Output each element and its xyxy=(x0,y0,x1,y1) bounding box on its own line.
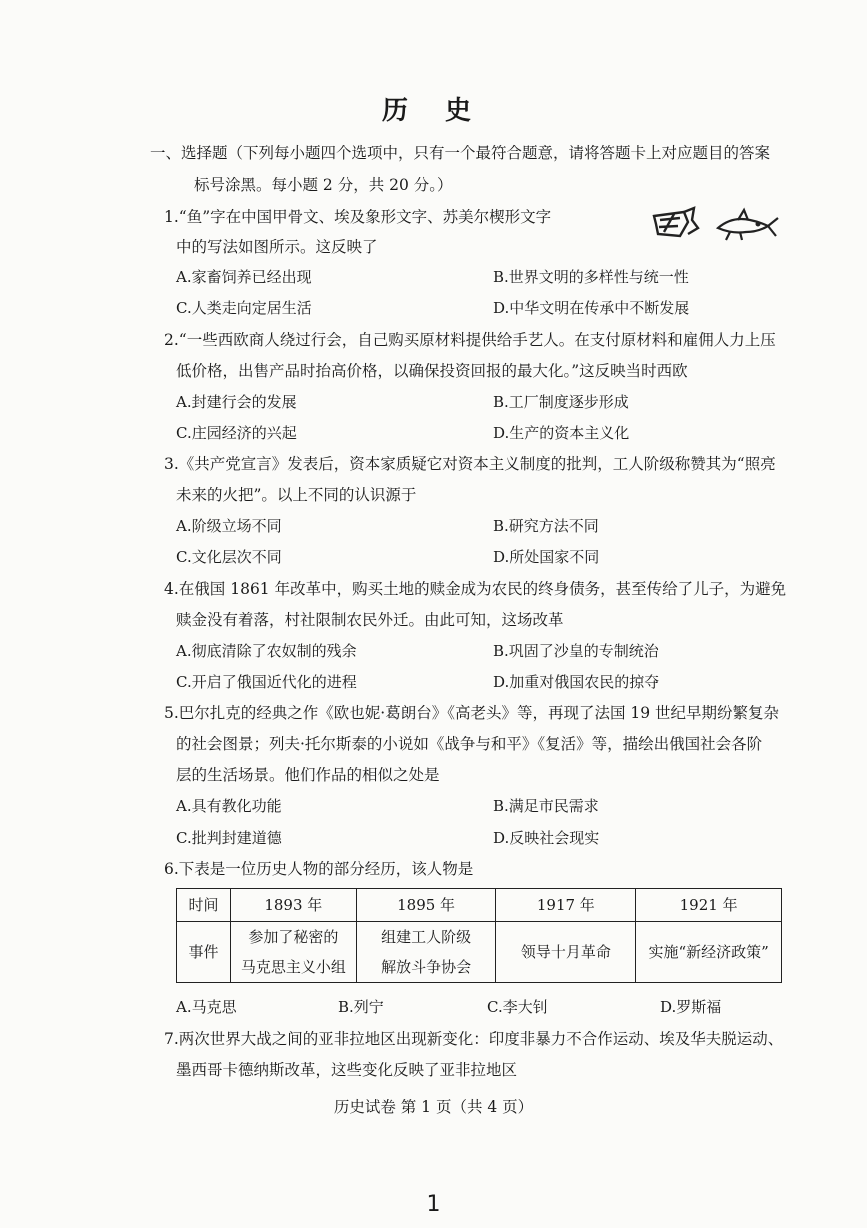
table-header-1921: 1921 年 xyxy=(636,889,782,922)
q4-stem-line2: 赎金没有着落，村社限制农民外迁。由此可知，这场改革 xyxy=(176,611,564,629)
table-header-1917: 1917 年 xyxy=(496,889,636,922)
q5-option-d: D.反映社会现实 xyxy=(493,829,600,847)
hieroglyph-fish-icon xyxy=(654,208,698,236)
section-heading-line1: 一、选择题（下列每小题四个选项中，只有一个最符合题意，请将答题卡上对应题目的答案 xyxy=(150,144,771,162)
q2-option-b: B.工厂制度逐步形成 xyxy=(493,393,629,411)
q1-option-d: D.中华文明在传承中不断发展 xyxy=(493,299,690,317)
q5-stem-line2: 的社会图景；列夫·托尔斯泰的小说如《战争与和平》《复活》等，描绘出俄国社会各阶 xyxy=(176,735,763,753)
q3-option-b: B.研究方法不同 xyxy=(493,517,599,535)
section-heading-line2: 标号涂黑。每小题 2 分，共 20 分。） xyxy=(194,176,453,194)
q6-option-a: A.马克思 xyxy=(176,998,237,1016)
q2-option-d: D.生产的资本主义化 xyxy=(493,424,630,442)
table-row-label-event: 事件 xyxy=(177,922,231,983)
cuneiform-fish-icon xyxy=(718,210,778,240)
q2-stem-line1: 2.“一些西欧商人绕过行会，自己购买原材料提供给手艺人。在支付原材料和雇佣人力上压 xyxy=(164,331,776,349)
table-cell-1893 xyxy=(230,922,356,983)
q4-option-c: C.开启了俄国近代化的进程 xyxy=(176,673,357,691)
table-cell-1893-line1: 参加了秘密的 xyxy=(248,928,339,946)
q4-option-b: B.巩固了沙皇的专制统治 xyxy=(493,642,659,660)
q1-stem-line2: 中的写法如图所示。这反映了 xyxy=(176,238,378,256)
q2-stem-line2: 低价格，出售产品时抬高价格，以确保投资回报的最大化。”这反映当时西欧 xyxy=(176,362,688,380)
q1-option-a: A.家畜饲养已经出现 xyxy=(176,268,312,286)
table-header-time: 时间 xyxy=(177,889,231,922)
q6-option-d: D.罗斯福 xyxy=(660,998,722,1016)
q6-stem-line1: 6.下表是一位历史人物的部分经历，该人物是 xyxy=(164,860,474,878)
q5-stem-line1: 5.巴尔扎克的经典之作《欧也妮·葛朗台》《高老头》等，再现了法国 19 世纪早期纷繁复杂 xyxy=(164,704,780,722)
q7-stem-line2: 墨西哥卡德纳斯改革，这些变化反映了亚非拉地区 xyxy=(176,1061,518,1079)
q1-stem-line1: 1.“鱼”字在中国甲骨文、埃及象形文字、苏美尔楔形文字 xyxy=(164,208,552,226)
page-title: 历 史 xyxy=(381,96,486,126)
table-cell-1895 xyxy=(356,922,496,983)
q1-option-b: B.世界文明的多样性与统一性 xyxy=(493,268,689,286)
fish-glyphs-image xyxy=(650,206,780,246)
table-cell-1921: 实施“新经济政策” xyxy=(636,922,782,983)
q3-stem-line1: 3.《共产党宣言》发表后，资本家质疑它对资本主义制度的批判，工人阶级称赞其为“照亮 xyxy=(164,455,776,473)
q5-stem-line3: 层的生活场景。他们作品的相似之处是 xyxy=(176,766,440,784)
table-cell-1893-line2: 马克思主义小组 xyxy=(240,958,346,976)
table-cell-1895-line1: 组建工人阶级 xyxy=(381,928,472,946)
q3-stem-line2: 未来的火把”。以上不同的认识源于 xyxy=(176,486,417,504)
page-footer: 历史试卷 第 1 页（共 4 页） xyxy=(333,1098,534,1116)
q4-option-d: D.加重对俄国农民的掠夺 xyxy=(493,673,660,691)
q5-option-c: C.批判封建道德 xyxy=(176,829,282,847)
q4-option-a: A.彻底清除了农奴制的残余 xyxy=(176,642,357,660)
q2-option-c: C.庄园经济的兴起 xyxy=(176,424,297,442)
table-header-1893: 1893 年 xyxy=(230,889,356,922)
table-cell-1917: 领导十月革命 xyxy=(496,922,636,983)
q6-option-b: B.列宁 xyxy=(338,998,384,1016)
table-cell-1895-line2: 解放斗争协会 xyxy=(381,958,472,976)
table-header-1895: 1895 年 xyxy=(356,889,496,922)
q5-option-a: A.具有教化功能 xyxy=(176,797,282,815)
page-number: 1 xyxy=(426,1192,441,1217)
q4-stem-line1: 4.在俄国 1861 年改革中，购买土地的赎金成为农民的终身债务，甚至传给了儿子，为避免 xyxy=(164,580,787,598)
q5-option-b: B.满足市民需求 xyxy=(493,797,599,815)
q7-stem-line1: 7.两次世界大战之间的亚非拉地区出现新变化：印度非暴力不合作运动、埃及华夫脱运动、 xyxy=(164,1030,784,1048)
q6-table xyxy=(176,888,782,983)
q6-option-c: C.李大钊 xyxy=(487,998,548,1016)
q3-option-d: D.所处国家不同 xyxy=(493,548,600,566)
q2-option-a: A.封建行会的发展 xyxy=(176,393,297,411)
q1-option-c: C.人类走向定居生活 xyxy=(176,299,312,317)
q3-option-c: C.文化层次不同 xyxy=(176,548,282,566)
q3-option-a: A.阶级立场不同 xyxy=(176,517,282,535)
